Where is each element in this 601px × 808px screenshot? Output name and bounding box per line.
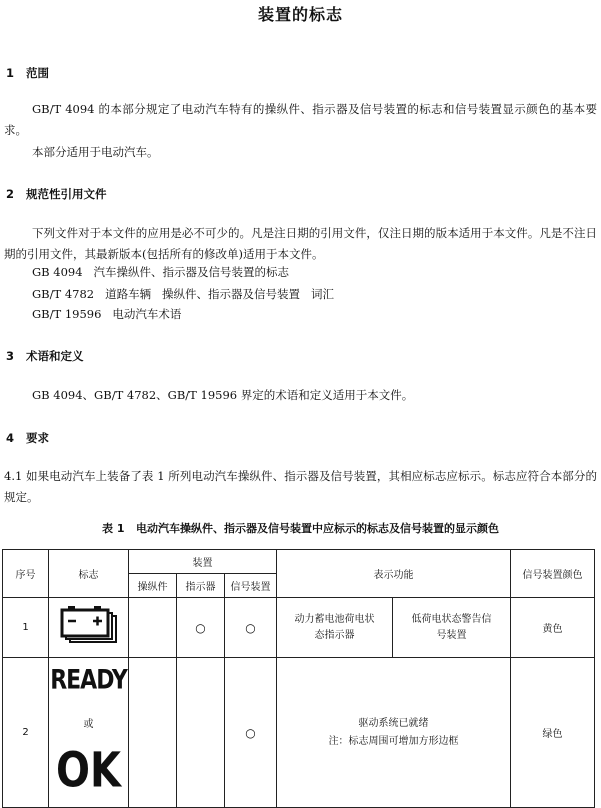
- ok-symbol: OK: [56, 743, 121, 799]
- header-function: 表示功能: [277, 550, 511, 598]
- cell-control: [129, 658, 177, 808]
- section-heading-4: [6, 430, 49, 446]
- table-row: [3, 658, 595, 808]
- scope-paragraph-1: GB/T 4094 的本部分规定了电动汽车特有的操纵件、指示器及信号装置的标志和信号装置显示颜色的基本要求。: [4, 102, 597, 137]
- section-number: 4: [6, 431, 15, 445]
- section-title: 规范性引用文件: [26, 187, 107, 201]
- cell-symbol: [49, 658, 129, 808]
- scope-paragraph-2: 本部分适用于电动汽车。: [32, 145, 159, 159]
- reference-item: GB/T 4782 道路车辆 操纵件、指示器及信号装置 词汇: [32, 287, 335, 301]
- ready-symbol: READY: [50, 665, 127, 696]
- battery-icon: [58, 606, 120, 646]
- cell-color: 黄色: [511, 598, 595, 658]
- cell-control: [129, 598, 177, 658]
- reference-item: GB/T 19596 电动汽车术语: [32, 307, 182, 321]
- cell-function: [277, 658, 511, 808]
- cell-function-a: 动力蓄电池荷电状态指示器: [277, 598, 393, 658]
- cell-seq: 2: [3, 658, 49, 808]
- section-heading-2: [6, 186, 107, 202]
- header-indicator: 指示器: [177, 574, 225, 598]
- cell-function-b: 低荷电状态警告信号装置: [393, 598, 511, 658]
- table-row: [3, 598, 595, 658]
- function-main-text: 驱动系统已就绪: [358, 717, 429, 729]
- reference-item: GB 4094 汽车操纵件、指示器及信号装置的标志: [32, 265, 290, 279]
- cell-indicator: [177, 658, 225, 808]
- cell-color: 绿色: [511, 658, 595, 808]
- cell-signal: ○: [225, 598, 277, 658]
- requirement-4-1-paragraph: 4.1 如果电动汽车上装备了表 1 所列电动汽车操纵件、指示器及信号装置，其相应标志应标示。标志应符合本部分的规定。: [4, 469, 597, 504]
- section-title: 术语和定义: [26, 349, 84, 363]
- header-seq: 序号: [3, 550, 49, 598]
- section-title: 范围: [26, 66, 49, 80]
- section-number: 3: [6, 349, 15, 363]
- section-title: 要求: [26, 431, 49, 445]
- table-header-row: [3, 550, 595, 574]
- cell-symbol: [49, 598, 129, 658]
- section-number: 1: [6, 66, 15, 80]
- section-heading-3: [6, 348, 84, 364]
- normative-intro-paragraph: 下列文件对于本文件的应用是必不可少的。凡是注日期的引用文件，仅注日期的版本适用于本文件。凡是不注日期的引用文件，其最新版本(包括所有的修改单)适用于本文件。: [4, 226, 597, 261]
- section-number: 2: [6, 187, 15, 201]
- cell-seq: 1: [3, 598, 49, 658]
- header-device: 装置: [129, 550, 277, 574]
- header-symbol: 标志: [49, 550, 129, 598]
- symbol-or-text: 或: [83, 719, 94, 730]
- header-control: 操纵件: [129, 574, 177, 598]
- table-caption: 表 1 电动汽车操纵件、指示器及信号装置中应标示的标志及信号装置的显示颜色: [102, 522, 499, 535]
- document-title: 装置的标志: [257, 5, 343, 24]
- header-color: 信号装置颜色: [511, 550, 595, 598]
- terms-paragraph: GB 4094、GB/T 4782、GB/T 19596 界定的术语和定义适用于本文件。: [32, 388, 414, 402]
- cell-indicator: ○: [177, 598, 225, 658]
- cell-signal: ○: [225, 658, 277, 808]
- symbols-table: [2, 549, 595, 808]
- function-note-text: 注：标志周围可增加方形边框: [328, 735, 459, 747]
- header-signal: 信号装置: [225, 574, 277, 598]
- section-heading-1: [6, 65, 49, 81]
